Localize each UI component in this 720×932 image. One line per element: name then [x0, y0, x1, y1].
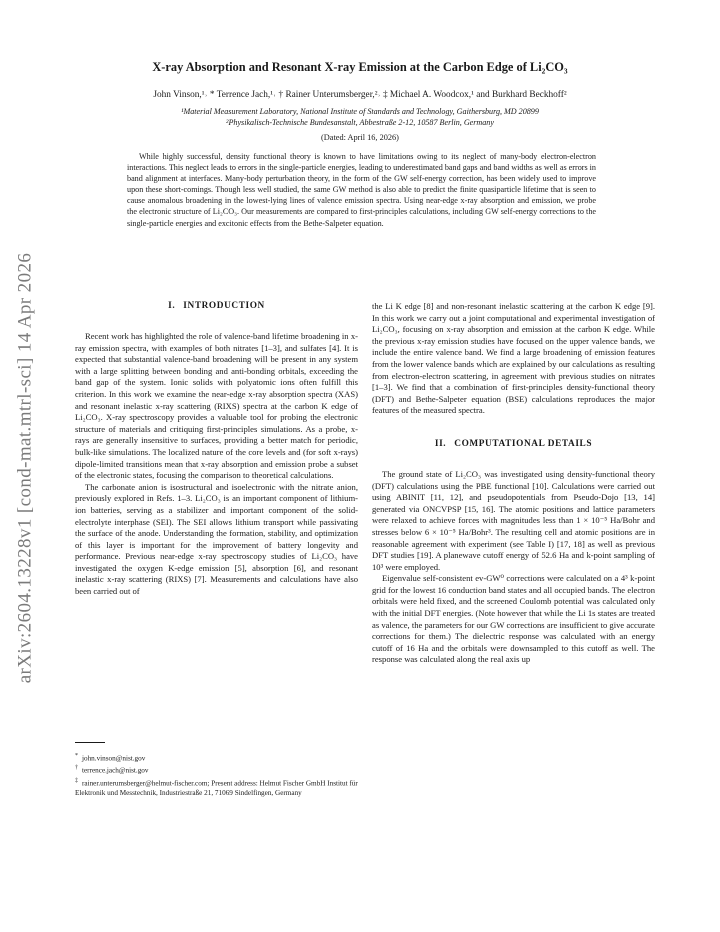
abstract: While highly successful, density functional theory is known to have limitations owing to its neglect of many-body electron-electron interactions. This neglect leads to errors in the single-particle energies, leading to underestimated band gaps and band widths as well as errors in band alignment at interfaces. Many-body perturbation theory, in the form of the GW self-energy correction, has been widely used to improve upon these short-comings. Though less well studied, the same GW method is also able to predict the finite quasiparticle lifetime that is seen to cause anomalous broadening in the lowest-lying lines of valence emission spectra. Using near-edge x-ray absorption and emission, we probe the electronic structure of Li₂CO₃. Our measurements are compared to first-principles calculations, including GW self-energy corrections to the single-particle energies and excitonic effects from the Bethe-Salpeter equation.	[127, 152, 596, 228]
footnote-mark: †	[75, 765, 78, 772]
intro-paragraph-1: Recent work has highlighted the role of valence-band lifetime broadening in x-ray emission spectra, with examples of both nitrates [1–3], and sulfates [4]. It is expected that substantial valence-band broadening will be present in any system with a large splitting between bonding and anti-bonding orbitals, exceeding the band gap of the system. Ionic solids with polyatomic ions often fulfill this criterion. In this work we examine the near-edge x-ray absorption spectra (XAS) and resonant inelastic x-ray scattering (RIXS) spectra at the carbon K edge of Li₂CO₃. X-ray spectroscopy provides a valuable tool for probing the electronic structure of materials and critiquing first-principles simulations. As a probe, x-rays are generally insensitive to surfaces, providing a better match for periodic, bulk-like simulations. The localized nature of the core levels and (for soft x-rays) dipole-limited transitions mean that x-ray absorption and emission probe a subset of the electronic states, focusing the comparison to theoretical calculations.	[75, 331, 358, 481]
dated-line: (Dated: April 16, 2026)	[321, 133, 399, 142]
author-list: John Vinson,¹˒ * Terrence Jach,¹˒ † Rainer Unterumsberger,²˒ ‡ Michael A. Woodcox,¹ and Burkhard Beckhoff²	[153, 90, 567, 100]
intro-paragraph-2-continued: the Li K edge [8] and non-resonant inelastic scattering at the carbon K edge [9]. In this work we carry out a joint computational and experimental investigation of Li₂CO₃, focusing on x-ray absorption and emission at the carbon K edge. While the previous x-ray emission studies have focused on the upper valence bands, we include the entire valence band. We find a large broadening of emission features from the lower valence bands which are explained by our calculations as resulting from electron-electron scattering, in agreement with previous studies on nitrates [1–3]. We find that a combination of first-principles density-functional theory (DFT) and Bethe-Salpeter equation (BSE) calculations reproduces the major features of the measured spectra.	[372, 301, 655, 416]
affiliations	[60, 106, 660, 128]
footnotes	[75, 751, 358, 798]
footnote	[75, 751, 358, 763]
section-heading-introduction	[75, 301, 358, 311]
left-column	[75, 301, 358, 598]
footnote	[75, 776, 358, 798]
comp-paragraph-2: Eigenvalue self-consistent ev-GW⁰ corrections were calculated on a 4³ k-point grid for the lowest 16 conduction band states and all occupied bands. The electron orbitals were held fixed, and the screened Coulomb potential was calculated only with the initial DFT energies. (Note however that while the Li 1s states are treated as valence, the parameters for our GW corrections are insufficient to give accurate corrections for them.) The dielectric response was calculated with an energy cutoff of 16 Ha and the orbitals were downsampled to this cutoff as well. The response was calculated along the real axis up	[372, 573, 655, 665]
footnote-email-link[interactable]: john.vinson@nist.gov	[82, 754, 146, 763]
section-number: II.	[434, 438, 447, 449]
comp-paragraph-1: The ground state of Li₂CO₃ was investigated using density-functional theory (DFT) calculations using the PBE functional [10]. Calculations were carried out using ABINIT [11, 12], and pseudopotentials from Pseudo-Dojo [13, 14] generated via ONCVPSP [15, 16]. The atomic positions and lattice parameters were relaxed to achieve forces with magnitudes less than 1 × 10⁻⁵ Ha/Bohr and stresses below 6 × 10⁻⁵ Ha/Bohr³. The resulting cell and atomic positions are in reasonable agreement with experiment (see Table I) [17, 18] as well as previous DFT studies [19]. A planewave cutoff energy of 52.6 Ha and k-point sampling of 10³ were employed.	[372, 468, 655, 572]
section-title: INTRODUCTION	[183, 301, 265, 311]
footnote-divider	[75, 742, 105, 743]
paper-title: X-ray Absorption and Resonant X-ray Emission at the Carbon Edge of Li₂CO₃	[152, 60, 568, 74]
footnote	[75, 763, 358, 775]
footnote-mark: *	[75, 753, 78, 759]
footnote-email-link[interactable]: terrence.jach@nist.gov	[82, 766, 149, 775]
section-title: COMPUTATIONAL DETAILS	[454, 438, 593, 449]
footnote-text: rainer.unterumsberger@helmut-fischer.com; Present address: Helmut Fischer GmbH Institut für Elektronik und Messtechnik, Industriestraße 21, 71069 Sindelfingen, Germany	[75, 779, 358, 798]
footnote-mark: ‡	[75, 777, 78, 784]
arxiv-side-identifier	[10, 228, 40, 708]
affiliation-2: ²Physikalisch-Technische Bundesanstalt, Abbestraße 2-12, 10587 Berlin, Germany	[226, 118, 494, 127]
right-column	[372, 301, 655, 666]
intro-paragraph-2: The carbonate anion is isostructural and isoelectronic with the nitrate anion, previously explored in Refs. 1–3. Li₂CO₃ is an important component of lithium-ion batteries, serving as a stabilizer and important component of the solid-electrolyte interphase (SEI). The SEI allows lithium transport while passivating the surface of the anode. Understanding the formation, stability, and optimization of this layer is important for the improvement of battery longevity and performance. Previous near-edge x-ray spectroscopy studies of Li₂CO₃ have investigated the oxygen K-edge emission [5], absorption [6], and resonant inelastic x-ray scattering (RIXS) [7]. Measurements and calculations have also been carried out of	[75, 481, 358, 597]
section-heading-computational-details	[372, 439, 655, 449]
arxiv-identifier-text: arXiv:2604.13228v1 [cond-mat.mtrl-sci] 14 Apr 2026	[14, 252, 36, 684]
section-number: I.	[168, 301, 176, 311]
affiliation-1: ¹Material Measurement Laboratory, National Institute of Standards and Technology, Gaithersburg, MD 20899	[181, 107, 539, 116]
